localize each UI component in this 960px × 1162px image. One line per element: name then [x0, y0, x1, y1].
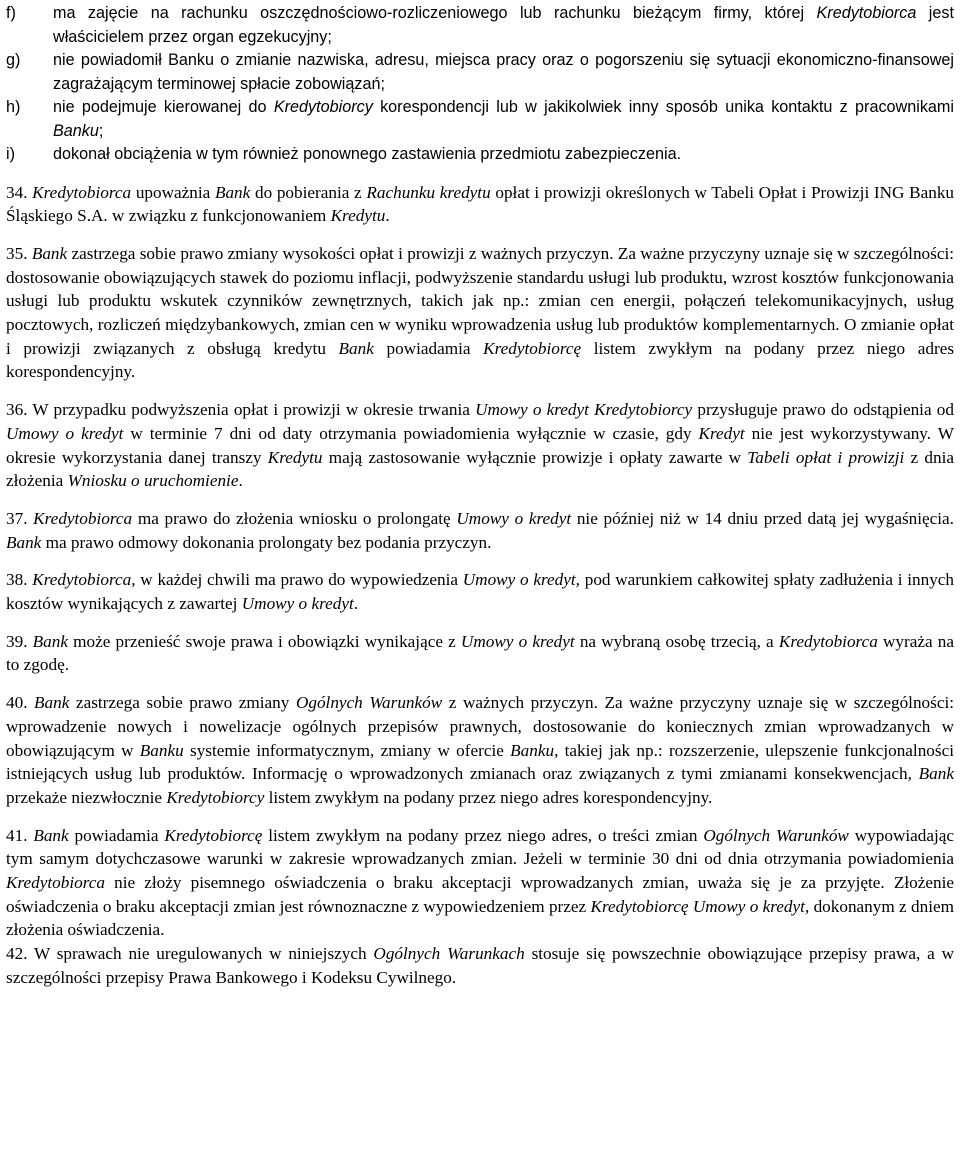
paragraph-37: 37. Kredytobiorca ma prawo do złożenia wniosku o prolongatę Umowy o kredyt nie później niż w 14 dniu przed datą jej wygaśnięcia. Bank ma prawo odmowy dokonania prolongaty bez podania przyczyn. — [6, 508, 954, 552]
paragraph-35: 35. Bank zastrzega sobie prawo zmiany wysokości opłat i prowizji z ważnych przyczyn. Za ważne przyczyny uznaje się w szczególności: dostosowanie obowiązujących stawek do poziomu inflacji, podwyższenie standardu usługi lub produktu, wzrost kosztów funkcjonowania usługi lub produktu wskutek czynników zewnętrznych, takich jak np.: zmian cen energii, połączeń telekomunikacyjnych, usług pocztowych, rozliczeń międzybankowych, zmian cen w wyniku wprowadzenia usług lub produktów komplementarnych. O zmianie opłat i prowizji związanych z obsługą kredytu Bank powiadamia Kredytobiorcę listem zwykłym na podany przez niego adres korespondencyjny. — [6, 243, 955, 382]
list-item-text: nie powiadomił Banku o zmianie nazwiska, adresu, miejsca pracy oraz o pogorszeniu się sytuacji ekonomiczno-finansowej zagrażającym terminowej spłacie zobowiązań; — [53, 51, 954, 93]
list-marker: h) — [6, 98, 21, 116]
list-item — [6, 96, 954, 143]
list-item — [6, 2, 954, 49]
list-marker: i) — [6, 145, 15, 163]
paragraph-34: 34. Kredytobiorca upoważnia Bank do pobierania z Rachunku kredytu opłat i prowizji określonych w Tabeli Opłat i Prowizji ING Banku Śląskiego S.A. w związku z funkcjonowaniem Kredytu. — [6, 182, 955, 226]
list-item — [6, 49, 954, 96]
paragraph-40: 40. Bank zastrzega sobie prawo zmiany Ogólnych Warunków z ważnych przyczyn. Za ważne przyczyny uznaje się w szczególności: wprowadzenie nowych i nowelizacje ogólnych przepisów prawnych, dostosowanie do koniecznych zmian wprowadzanych w obowiązującym w Banku systemie informatycznym, zmiany w ofercie Banku, takiej jak np.: rozszerzenie, ulepszenie funkcjonalności istniejących usług lub produktów. Informację o wprowadzonych zmianach oraz związanych z tymi zmianami konsekwencjach, Bank przekaże niezwłocznie Kredytobiorcy listem zwykłym na podany przez niego adres korespondencyjny. — [6, 693, 954, 807]
paragraph-42: 42. W sprawach nie uregulowanych w niniejszych Ogólnych Warunkach stosuje się powszechnie obowiązujące przepisy prawa, a w szczególności przepisy Prawa Bankowego i Kodeksu Cywilnego. — [6, 944, 954, 987]
paragraph-39: 39. Bank może przenieść swoje prawa i obowiązki wynikające z Umowy o kredyt na wybraną osobę trzecią, a Kredytobiorca wyraża na to zgodę. — [6, 631, 955, 675]
paragraph-41: 41. Bank powiadamia Kredytobiorcę listem zwykłym na podany przez niego adres, o treści zmian Ogólnych Warunków wypowiadając tym samym dotychczasowe warunki w zakresie wprowadzanych zmian. Jeżeli w terminie 30 dni od dnia otrzymania powiadomienia Kredytobiorca nie złoży pisemnego oświadczenia o braku akceptacji wprowadzanych zmian, uważa się je za przyjęte. Złożenie oświadczenia o braku akceptacji zmian jest równoznaczne z wypowiedzeniem przez Kredytobiorcę Umowy o kredyt, dokonanym z dniem złożenia oświadczenia. — [6, 825, 955, 940]
list-item — [6, 143, 954, 167]
list-marker: f) — [6, 4, 16, 22]
conditions-list — [6, 0, 954, 167]
list-item-text: dokonał obciążenia w tym również ponownego zastawienia przedmiotu zabezpieczenia. — [53, 145, 682, 163]
list-item-text: nie podejmuje kierowanej do Kredytobiorcy korespondencji lub w jakikolwiek inny sposób unika kontaktu z pracownikami Banku; — [53, 98, 955, 140]
list-item-text: ma zajęcie na rachunku oszczędnościowo-rozliczeniowego lub rachunku bieżącym firmy, której Kredytobiorca jest właścicielem przez organ egzekucyjny; — [53, 4, 954, 46]
paragraph-36: 36. W przypadku podwyższenia opłat i prowizji w okresie trwania Umowy o kredyt Kredytobiorcy przysługuje prawo do odstąpienia od Umowy o kredyt w terminie 7 dni od daty otrzymania powiadomienia wyłącznie w czasie, gdy Kredyt nie jest wykorzystywany. W okresie wykorzystania danej transzy Kredytu mają zastosowanie wyłącznie prowizje i opłaty zawarte w Tabeli opłat i prowizji z dnia złożenia Wniosku o uruchomienie. — [6, 400, 954, 491]
list-marker: g) — [6, 51, 21, 69]
paragraph-38: 38. Kredytobiorca, w każdej chwili ma prawo do wypowiedzenia Umowy o kredyt, pod warunkiem całkowitej spłaty zadłużenia i innych kosztów wynikających z zawartej Umowy o kredyt. — [6, 570, 955, 614]
